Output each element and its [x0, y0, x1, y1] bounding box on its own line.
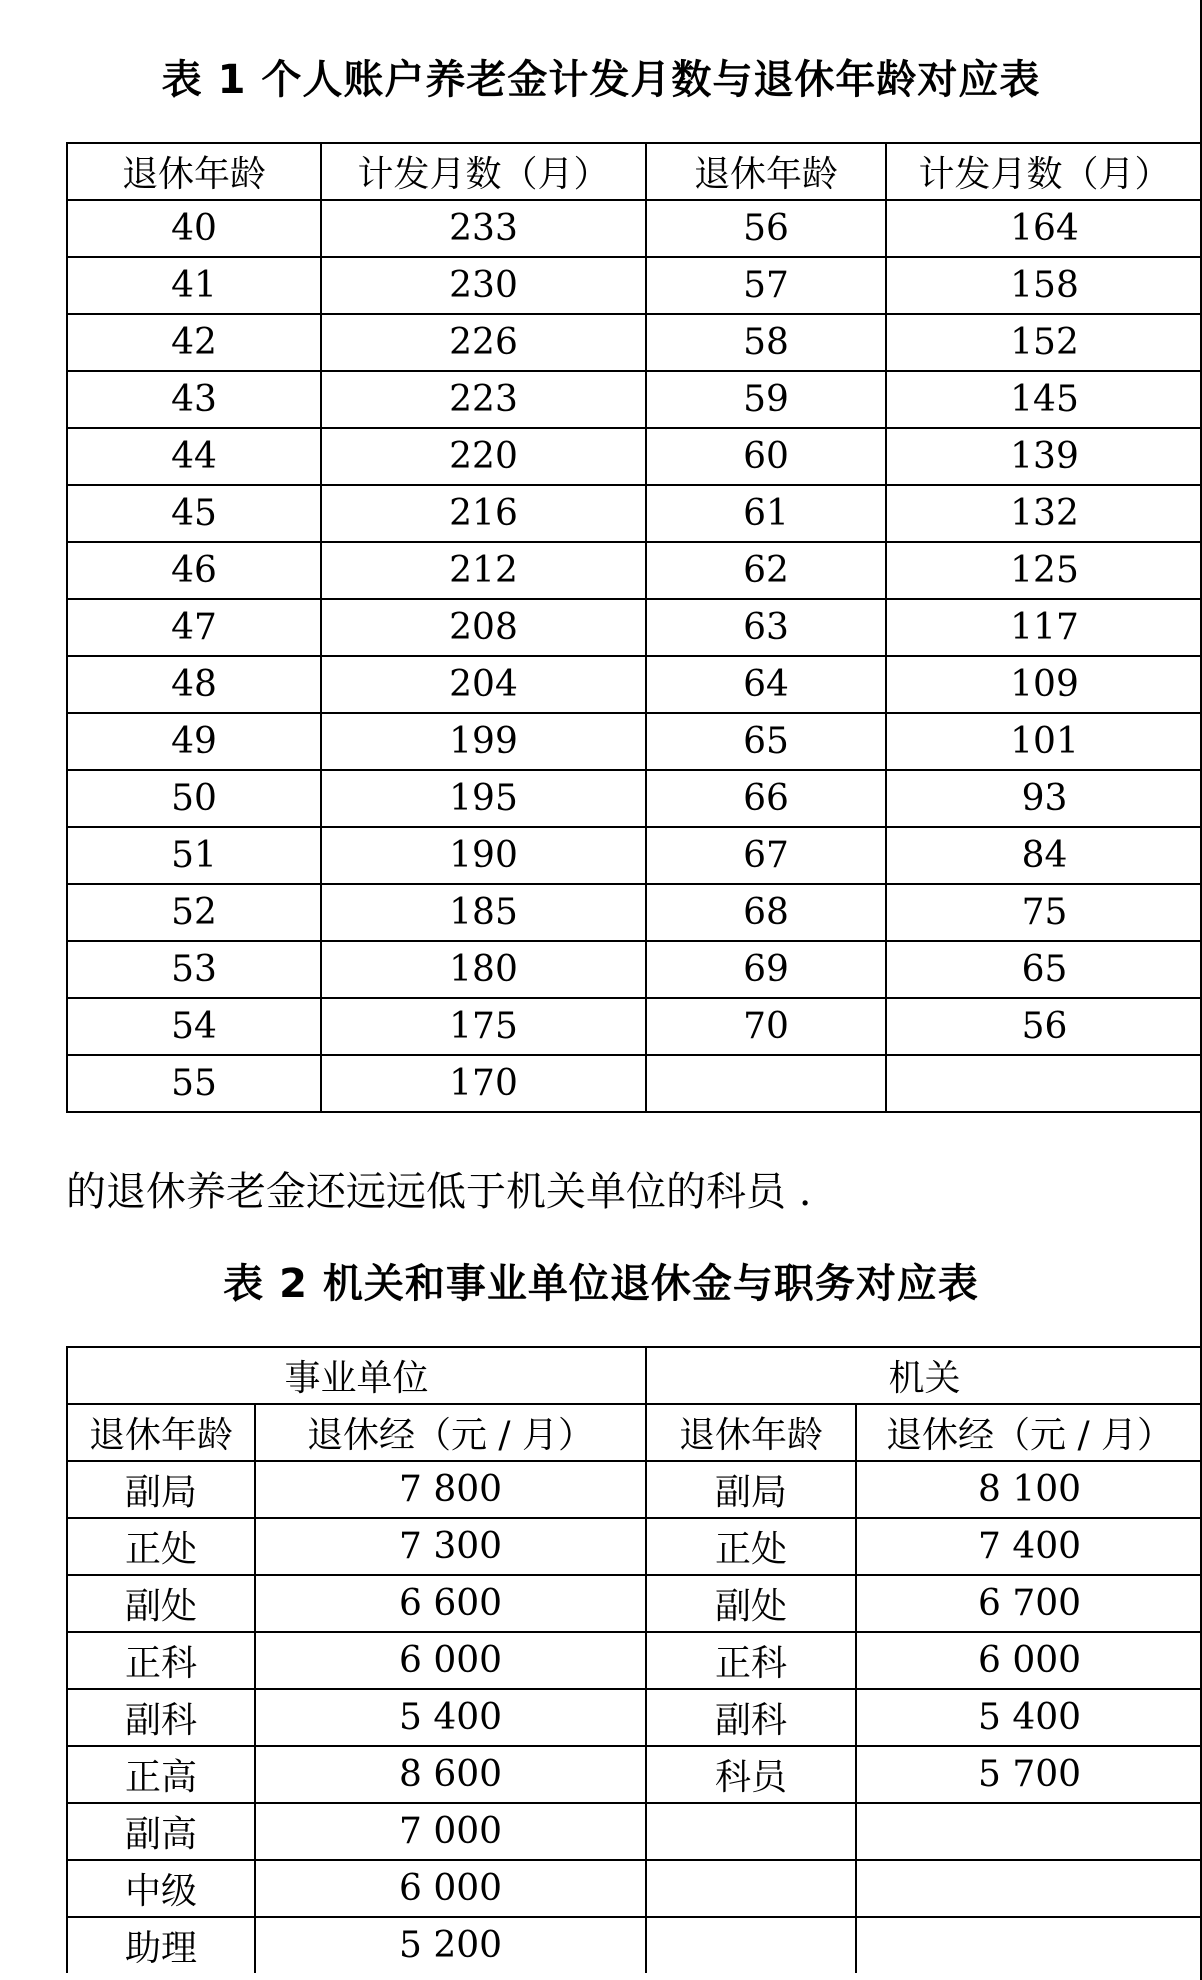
header-cell: 退休年龄: [67, 1404, 255, 1461]
table-cell: 75: [886, 884, 1202, 941]
table-row: [67, 998, 1202, 1055]
table-row: [67, 1632, 1202, 1689]
table-row: [67, 713, 1202, 770]
header-cell: 计发月数（月）: [321, 143, 646, 200]
table-cell: 副局: [646, 1461, 856, 1518]
table2-title: 表 2 机关和事业单位退休金与职务对应表: [223, 1261, 979, 1307]
table-cell: 正处: [646, 1518, 856, 1575]
table-cell: [646, 1055, 886, 1112]
table-cell: 64: [646, 656, 886, 713]
table-cell: 副局: [67, 1461, 255, 1518]
table-cell: 助理: [67, 1917, 255, 1973]
table-cell: 46: [67, 542, 321, 599]
table-cell: [646, 1917, 856, 1973]
group-header-cell: 机关: [646, 1347, 1202, 1404]
table-cell: 195: [321, 770, 646, 827]
table-cell: [856, 1860, 1202, 1917]
table-cell: 57: [646, 257, 886, 314]
table-cell: 185: [321, 884, 646, 941]
table-row: [67, 1689, 1202, 1746]
table-cell: 正科: [646, 1632, 856, 1689]
table-cell: 8 600: [255, 1746, 646, 1803]
table-cell: 170: [321, 1055, 646, 1112]
table-row: [67, 371, 1202, 428]
table-row: [67, 1055, 1202, 1112]
table-cell: [886, 1055, 1202, 1112]
table-cell: 125: [886, 542, 1202, 599]
group-header-cell: 事业单位: [67, 1347, 646, 1404]
table-row: [67, 1917, 1202, 1973]
table-row: [67, 1518, 1202, 1575]
table-cell: 175: [321, 998, 646, 1055]
table-cell: 117: [886, 599, 1202, 656]
table-cell: 48: [67, 656, 321, 713]
table-cell: 67: [646, 827, 886, 884]
table-row: [67, 1860, 1202, 1917]
table-cell: [646, 1860, 856, 1917]
table-cell: 230: [321, 257, 646, 314]
table-row: [67, 200, 1202, 257]
table-cell: 53: [67, 941, 321, 998]
table-cell: 164: [886, 200, 1202, 257]
table-cell: 52: [67, 884, 321, 941]
table-cell: 7 400: [856, 1518, 1202, 1575]
table-cell: 41: [67, 257, 321, 314]
pension-position-table: [66, 1346, 1202, 1973]
table-row: [67, 1746, 1202, 1803]
table-cell: 5 400: [856, 1689, 1202, 1746]
header-cell: 退休年龄: [646, 143, 886, 200]
table-cell: 47: [67, 599, 321, 656]
table-row: [67, 485, 1202, 542]
table-cell: 正处: [67, 1518, 255, 1575]
table-cell: 68: [646, 884, 886, 941]
table-header-row: [67, 143, 1202, 200]
table-cell: 65: [646, 713, 886, 770]
header-cell: 退休经（元 / 月）: [255, 1404, 646, 1461]
table-row: [67, 428, 1202, 485]
table-cell: 101: [886, 713, 1202, 770]
table-cell: 43: [67, 371, 321, 428]
table-cell: 212: [321, 542, 646, 599]
table-cell: [856, 1917, 1202, 1973]
table-cell: 109: [886, 656, 1202, 713]
table-row: [67, 770, 1202, 827]
table-cell: 190: [321, 827, 646, 884]
table-cell: 216: [321, 485, 646, 542]
table-cell: 7 000: [255, 1803, 646, 1860]
table-row: [67, 314, 1202, 371]
table-cell: 7 800: [255, 1461, 646, 1518]
table-row: [67, 542, 1202, 599]
table-row: [67, 941, 1202, 998]
table-cell: 8 100: [856, 1461, 1202, 1518]
table-cell: 副处: [646, 1575, 856, 1632]
table-cell: 54: [67, 998, 321, 1055]
table-cell: 145: [886, 371, 1202, 428]
table-cell: 63: [646, 599, 886, 656]
header-cell: 退休经（元 / 月）: [856, 1404, 1202, 1461]
table-cell: 7 300: [255, 1518, 646, 1575]
table-cell: 223: [321, 371, 646, 428]
table-row: [67, 1803, 1202, 1860]
table-cell: 62: [646, 542, 886, 599]
table-cell: 55: [67, 1055, 321, 1112]
table-cell: 6 000: [255, 1860, 646, 1917]
table-cell: 科员: [646, 1746, 856, 1803]
table-cell: 61: [646, 485, 886, 542]
table-cell: 208: [321, 599, 646, 656]
table-cell: 70: [646, 998, 886, 1055]
table-cell: 副高: [67, 1803, 255, 1860]
table-cell: 58: [646, 314, 886, 371]
table-cell: 84: [886, 827, 1202, 884]
table-cell: 49: [67, 713, 321, 770]
table-cell: 65: [886, 941, 1202, 998]
table-cell: 199: [321, 713, 646, 770]
table-cell: [856, 1803, 1202, 1860]
header-cell: 计发月数（月）: [886, 143, 1202, 200]
table-cell: 50: [67, 770, 321, 827]
table-cell: 56: [646, 200, 886, 257]
table-row: [67, 257, 1202, 314]
table-cell: 226: [321, 314, 646, 371]
group-header-row: [67, 1347, 1202, 1404]
table-header-row: [67, 1404, 1202, 1461]
table-cell: 副科: [646, 1689, 856, 1746]
table-cell: 51: [67, 827, 321, 884]
table-cell: 副科: [67, 1689, 255, 1746]
table-cell: 93: [886, 770, 1202, 827]
table-row: [67, 656, 1202, 713]
table-cell: 152: [886, 314, 1202, 371]
table-cell: 204: [321, 656, 646, 713]
table-cell: 42: [67, 314, 321, 371]
table-cell: 5 700: [856, 1746, 1202, 1803]
table-cell: 233: [321, 200, 646, 257]
table1-title: 表 1 个人账户养老金计发月数与退休年龄对应表: [161, 57, 1041, 103]
body-paragraph: 的退休养老金还远远低于机关单位的科员 .: [66, 1169, 812, 1215]
table-cell: 180: [321, 941, 646, 998]
table-cell: 60: [646, 428, 886, 485]
header-cell: 退休年龄: [67, 143, 321, 200]
table-row: [67, 1461, 1202, 1518]
table-cell: 正科: [67, 1632, 255, 1689]
table-row: [67, 1575, 1202, 1632]
table-cell: 158: [886, 257, 1202, 314]
table-cell: 40: [67, 200, 321, 257]
table-row: [67, 599, 1202, 656]
retirement-months-table: [66, 142, 1202, 1113]
table-cell: 6 000: [856, 1632, 1202, 1689]
table-cell: 5 200: [255, 1917, 646, 1973]
table-cell: 69: [646, 941, 886, 998]
table-cell: 220: [321, 428, 646, 485]
table-cell: 44: [67, 428, 321, 485]
header-cell: 退休年龄: [646, 1404, 856, 1461]
table-cell: 132: [886, 485, 1202, 542]
table-cell: 5 400: [255, 1689, 646, 1746]
table-cell: 6 600: [255, 1575, 646, 1632]
table-cell: 45: [67, 485, 321, 542]
table-cell: 56: [886, 998, 1202, 1055]
table-cell: 正高: [67, 1746, 255, 1803]
table-cell: 中级: [67, 1860, 255, 1917]
table-cell: 6 700: [856, 1575, 1202, 1632]
table-row: [67, 884, 1202, 941]
table-cell: 副处: [67, 1575, 255, 1632]
table-cell: 6 000: [255, 1632, 646, 1689]
table-cell: 59: [646, 371, 886, 428]
table-cell: [646, 1803, 856, 1860]
table-cell: 139: [886, 428, 1202, 485]
table-cell: 66: [646, 770, 886, 827]
table-row: [67, 827, 1202, 884]
